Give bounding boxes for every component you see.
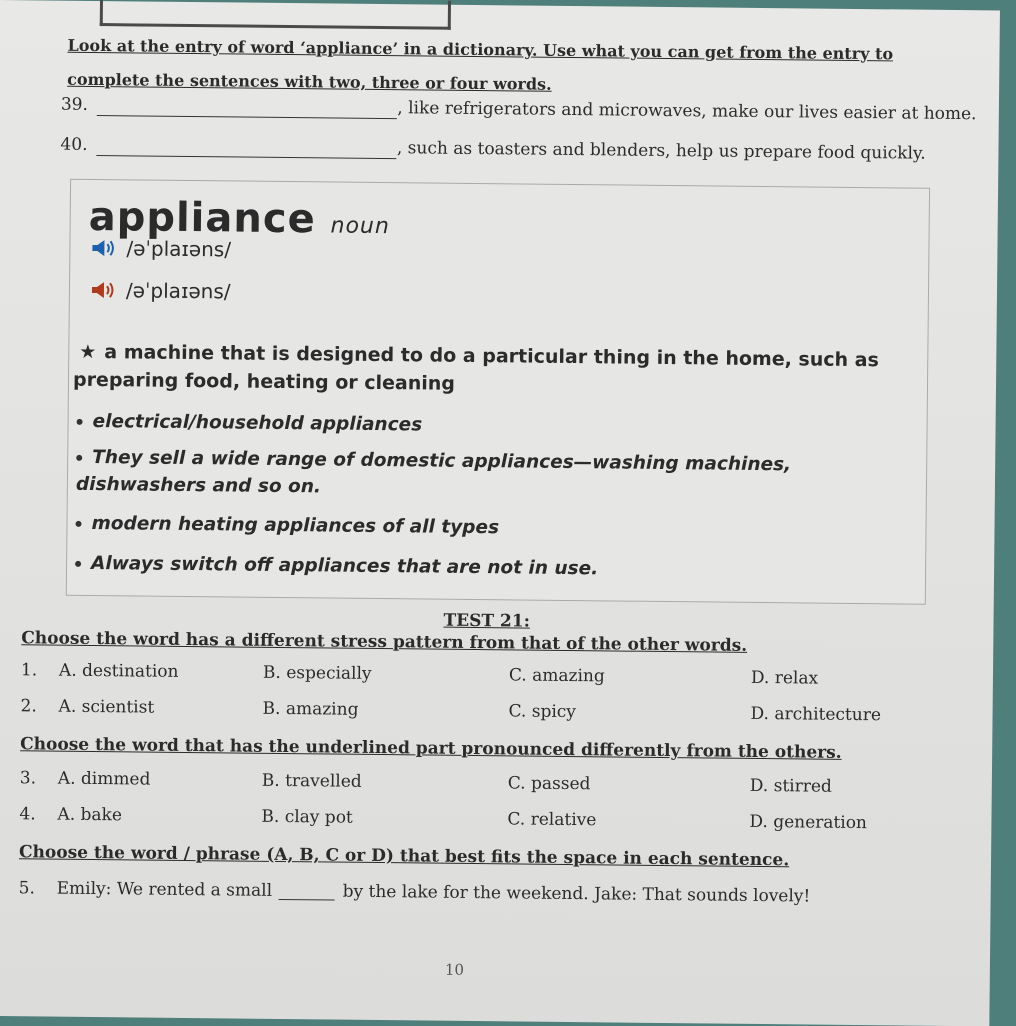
speaker-icon[interactable]	[90, 238, 120, 258]
question-1	[21, 660, 921, 693]
answer-blank[interactable]	[97, 135, 397, 159]
question-number: 40.	[60, 134, 88, 155]
bullet-icon	[77, 419, 83, 425]
option-c[interactable]: C. spicy	[508, 701, 577, 723]
example-4	[75, 550, 598, 582]
question-number: 3.	[19, 768, 37, 789]
star-icon: ★	[79, 340, 97, 364]
bullet-icon	[75, 561, 81, 567]
option-c[interactable]: C. passed	[507, 773, 591, 795]
option-b[interactable]: B. travelled	[261, 770, 362, 792]
section3-heading: Choose the word / phrase (A, B, C or D) that best fits the space in each sentence.	[18, 842, 790, 871]
option-d[interactable]: D. architecture	[750, 703, 882, 726]
question-number: 1.	[20, 660, 38, 681]
example-3	[75, 510, 499, 541]
question-number: 2.	[20, 696, 37, 717]
option-a[interactable]: A. destination	[58, 660, 179, 682]
option-a[interactable]: A. bake	[57, 804, 123, 826]
pronunciation-us	[90, 278, 231, 303]
page-number: 10	[444, 960, 465, 979]
test-title: TEST 21:	[443, 610, 531, 632]
example-text: modern heating appliances of all types	[91, 512, 500, 539]
option-d[interactable]: D. relax	[750, 667, 819, 689]
part-of-speech: noun	[330, 213, 391, 240]
option-d[interactable]: D. stirred	[749, 775, 832, 797]
example-text: They sell a wide range of domestic appliances—washing machines, dishwashers and so on.	[75, 446, 792, 498]
option-b[interactable]: B. amazing	[262, 698, 359, 720]
speaker-icon[interactable]	[90, 280, 120, 300]
question-4	[19, 804, 919, 837]
bullet-icon	[76, 455, 82, 461]
question-5	[19, 878, 919, 911]
question-number: 4.	[19, 804, 36, 825]
instruction-text: Look at the entry of word ‘appliance’ in a dictionary. Use what you can get from the entry to complete the sentences with two, three or four words.	[67, 35, 894, 94]
question-number: 39.	[60, 94, 89, 115]
option-b[interactable]: B. especially	[262, 662, 372, 684]
section1-heading: Choose the word has a different stress pattern from that of the other words.	[21, 628, 748, 656]
section2-heading: Choose the word that has the underlined part pronounced differently from the others.	[20, 734, 842, 763]
option-a[interactable]: A. dimmed	[57, 768, 151, 790]
question-3	[20, 768, 920, 801]
example-text: Always switch off appliances that are not in use.	[90, 552, 599, 580]
question-2	[20, 696, 920, 729]
definition-text: a machine that is designed to do a particular thing in the home, such as preparing food, heating or cleaning	[72, 341, 879, 395]
option-c[interactable]: C. amazing	[508, 665, 605, 687]
top-box	[100, 0, 451, 30]
option-d[interactable]: D. generation	[749, 811, 868, 834]
definition	[73, 338, 894, 403]
bullet-icon	[75, 521, 81, 527]
example-2	[76, 444, 877, 506]
example-1	[76, 408, 422, 439]
dictionary-entry	[66, 179, 930, 605]
example-text: electrical/household appliances	[92, 410, 423, 436]
question-text: Emily: We rented a small	[56, 878, 273, 901]
pronunciation-text: /əˈplaɪəns/	[126, 236, 232, 262]
headword-text: appliance	[88, 193, 316, 243]
question-text: , like refrigerators and microwaves, make our lives easier at home.	[397, 98, 977, 125]
option-b[interactable]: B. clay pot	[261, 806, 353, 828]
option-a[interactable]: A. scientist	[58, 696, 155, 718]
option-c[interactable]: C. relative	[507, 809, 597, 831]
question-text: , such as toasters and blenders, help us prepare food quickly.	[396, 138, 926, 164]
pronunciation-uk	[90, 236, 231, 261]
question-text: by the lake for the weekend. Jake: That sounds lovely!	[342, 881, 811, 907]
answer-blank[interactable]	[97, 95, 397, 119]
question-40	[60, 135, 925, 165]
pronunciation-text: /əˈplaɪəns/	[125, 278, 231, 304]
question-number: 5.	[18, 878, 36, 899]
answer-blank[interactable]	[279, 881, 335, 901]
